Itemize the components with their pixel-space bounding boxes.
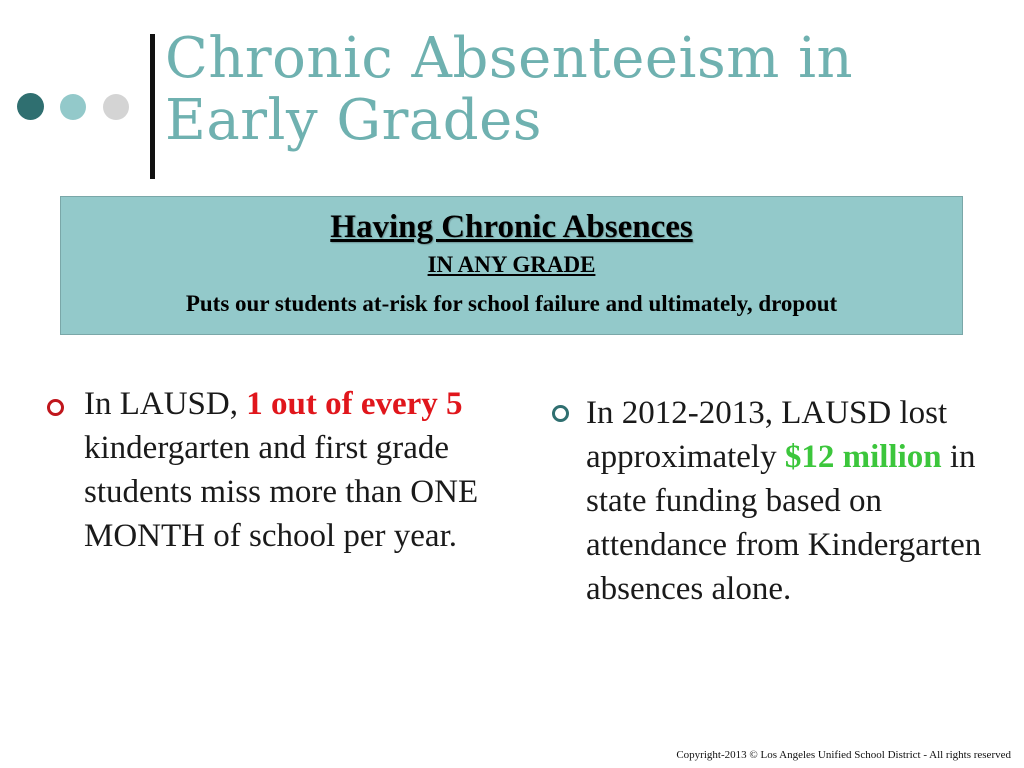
right-bullet-pre: In 2012-2013, LAUSD lost approximately	[586, 395, 948, 475]
banner-heading: Having Chronic Absences	[330, 209, 693, 245]
ring-bullet-icon	[47, 399, 64, 416]
decorative-dot-dark	[17, 93, 44, 120]
right-bullet-highlight: $12 million	[784, 439, 942, 475]
key-message-banner	[60, 196, 963, 335]
left-bullet-highlight: 1 out of every 5	[246, 386, 463, 422]
right-bullet-post: in state funding based on attendance from Kindergarten absences alone.	[586, 439, 982, 607]
left-bullet-text	[84, 382, 524, 558]
ring-bullet-icon	[552, 405, 569, 422]
decorative-dot-gray	[103, 94, 129, 120]
banner-subheading: IN ANY GRADE	[427, 252, 596, 277]
left-bullet-pre: In LAUSD,	[84, 386, 247, 422]
copyright-footer: Copyright-2013 © Los Angeles Unified School District - All rights reserved	[676, 749, 1011, 761]
banner-statement: Puts our students at-risk for school failure and ultimately, dropout	[185, 291, 838, 316]
title-divider	[150, 34, 155, 179]
left-bullet-post: kindergarten and first grade students miss more than ONE MONTH of school per year.	[84, 430, 479, 554]
right-bullet-text	[586, 391, 1006, 611]
decorative-dot-teal	[60, 94, 86, 120]
slide-title: Chronic Absenteeism in Early Grades	[165, 26, 854, 153]
